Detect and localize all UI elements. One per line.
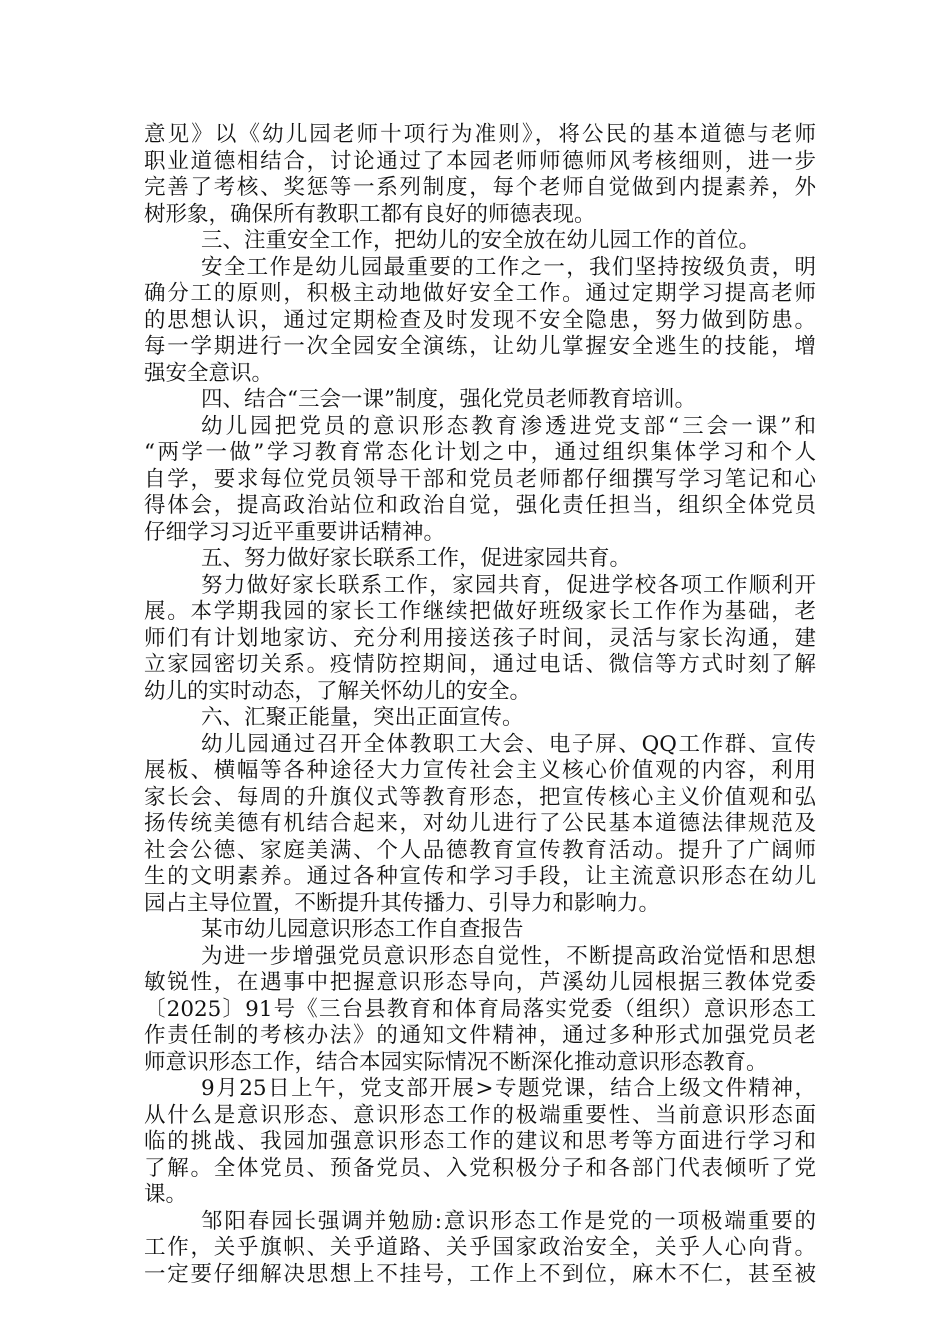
text-line: 家长会、每周的升旗仪式等教育形态，把宣传核心主义价值观和弘: [144, 784, 816, 810]
text-line: 园占主导位置，不断提升其传播力、引导力和影响力。: [144, 890, 661, 916]
text-line: 得体会，提高政治站位和政治自觉，强化责任担当，组织全体党员: [144, 493, 816, 518]
text-line: 展。本学期我园的家长工作继续把做好班级家长工作作为基础，老: [144, 599, 816, 624]
text-line: 师意识形态工作，结合本园实际情况不断深化推动意识形态教育。: [144, 1049, 768, 1075]
text-line: 9月25日上午，党支部开展>专题党课，结合上级文件精神，: [201, 1076, 816, 1101]
text-line: 师们有计划地家访、充分利用接送孩子时间，灵活与家长沟通，建: [144, 625, 816, 651]
text-line: 一定要仔细解决思想上不挂号，工作上不到位，麻木不仁，甚至被: [144, 1261, 816, 1287]
text-line: 社会公德、家庭美满、个人品德教育宣传教育活动。提升了广阔师: [144, 837, 816, 863]
text-line: 四、结合“三会一课”制度，强化党员老师教育培训。: [201, 387, 696, 412]
text-line: 的思想认识，通过定期检查及时发现不安全隐患，努力做到防患。: [144, 307, 816, 333]
text-line: 幼儿园把党员的意识形态教育渗透进党支部“三会一课”和: [201, 413, 816, 439]
text-line: “两学一做”学习教育常态化计划之中，通过组织集体学习和个人: [144, 440, 816, 465]
text-line: 仔细学习习近平重要讲话精神。: [144, 519, 446, 545]
text-line: 展板、横幅等各种途径大力宣传社会主义核心价值观的内容，利用: [144, 758, 816, 783]
text-line: 幼儿园通过召开全体教职工大会、电子屏、QQ工作群、宣传: [201, 731, 816, 757]
text-line: 六、汇聚正能量，突出正面宣传。: [201, 705, 524, 730]
text-line: 邹阳春园长强调并勉励:意识形态工作是党的一项极端重要的: [201, 1208, 816, 1234]
text-line: 意见》以《幼儿园老师十项行为准则》，将公民的基本道德与老师: [144, 122, 816, 147]
text-line: 临的挑战、我园加强意识形态工作的建议和思考等方面进行学习和: [144, 1129, 816, 1154]
text-line: 作责任制的考核办法》的通知文件精神，通过多种形式加强党员老: [144, 1023, 816, 1048]
text-line: 敏锐性，在遇事中把握意识形态导向，芦溪幼儿园根据三教体党委: [144, 970, 816, 995]
text-line: 完善了考核、奖惩等一系列制度，每个老师自觉做到内提素养，外: [144, 175, 816, 200]
text-line: 强安全意识。: [144, 360, 274, 386]
text-line: 课。: [144, 1182, 188, 1207]
text-line: 扬传统美德有机结合起来，对幼儿进行了公民基本道德法律规范及: [144, 811, 816, 836]
text-line: 某市幼儿园意识形态工作自查报告: [201, 917, 524, 942]
text-line: 从什么是意识形态、意识形态工作的极端重要性、当前意识形态面: [144, 1102, 816, 1128]
text-line: 〔2025〕91号《三台县教育和体育局落实党委（组织）意识形态工: [144, 996, 816, 1022]
text-line: 安全工作是幼儿园最重要的工作之一，我们坚持按级负责，明: [201, 254, 816, 280]
document-body: [144, 122, 816, 1288]
text-line: 努力做好家长联系工作，家园共育，促进学校各项工作顺利开: [201, 572, 816, 598]
text-line: 确分工的原则，积极主动地做好安全工作。通过定期学习提高老师: [144, 281, 816, 306]
text-line: 三、注重安全工作，把幼儿的安全放在幼儿园工作的首位。: [201, 228, 761, 253]
text-line: 自学，要求每位党员领导干部和党员老师都仔细撰写学习笔记和心: [144, 466, 816, 492]
text-line: 工作，关乎旗帜、关乎道路、关乎国家政治安全，关乎人心向背。: [144, 1235, 816, 1260]
text-line: 树形象，确保所有教职工都有良好的师德表现。: [144, 201, 596, 227]
text-line: 每一学期进行一次全园安全演练，让幼儿掌握安全逃生的技能，增: [144, 334, 816, 359]
text-line: 五、努力做好家长联系工作，促进家园共育。: [201, 546, 632, 571]
text-line: 为进一步增强党员意识形态自觉性，不断提高政治觉悟和思想: [201, 943, 816, 969]
text-line: 了解。全体党员、预备党员、入党积极分子和各部门代表倾听了党: [144, 1155, 816, 1181]
text-line: 生的文明素养。通过各种宣传和学习手段，让主流意识形态在幼儿: [144, 864, 816, 889]
text-line: 立家园密切关系。疫情防控期间，通过电话、微信等方式时刻了解: [144, 652, 816, 677]
text-line: 幼儿的实时动态，了解关怀幼儿的安全。: [144, 678, 532, 704]
text-line: 职业道德相结合，讨论通过了本园老师师德师风考核细则，进一步: [144, 148, 816, 174]
